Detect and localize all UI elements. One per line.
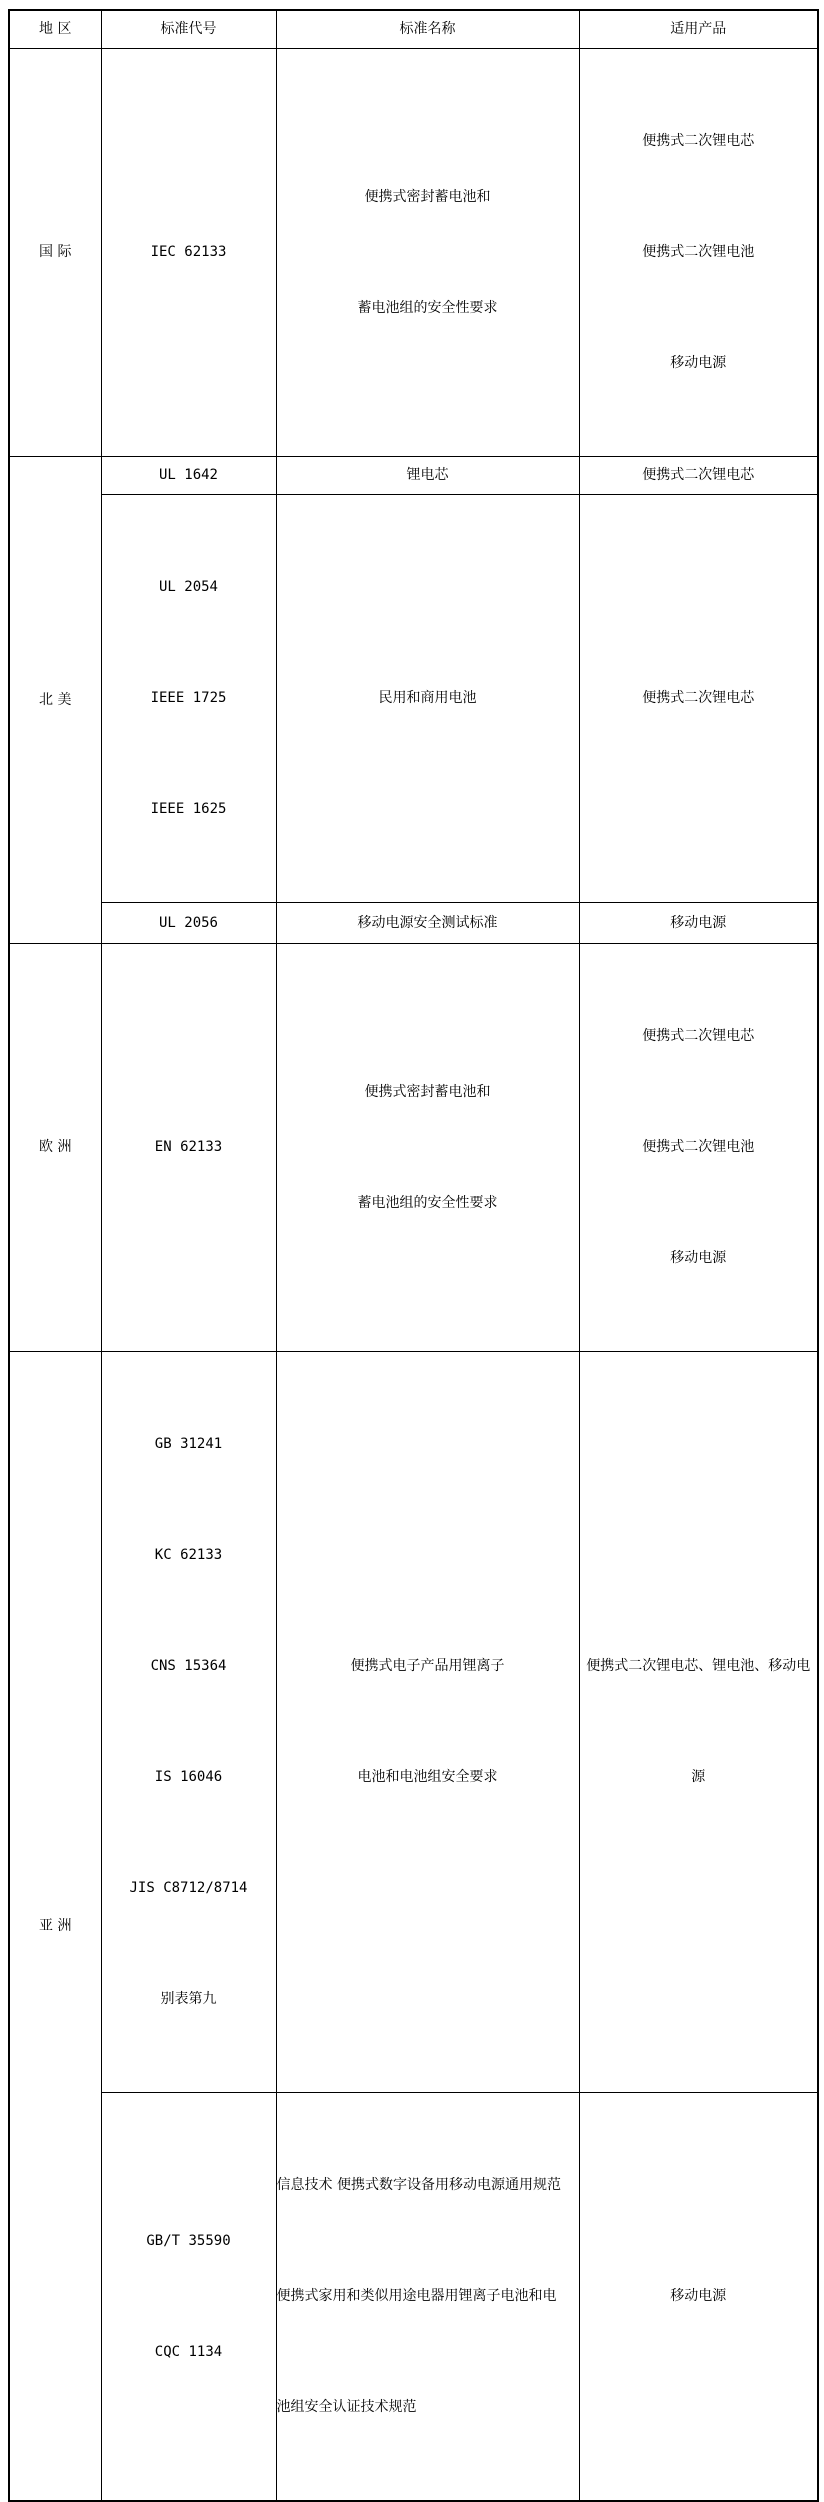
region-cell-north-america: 北 美 xyxy=(9,457,101,944)
standard-name-line: 蓄电池组的安全性要求 xyxy=(357,299,498,316)
row-north-america-3 xyxy=(9,903,818,944)
code-cell-gbt-cqc xyxy=(101,2093,276,2502)
code-cell-asia-group xyxy=(101,1352,276,2093)
product-line: 便携式二次锂电芯 xyxy=(642,133,755,149)
product-line: 移动电源 xyxy=(670,355,727,371)
code-cell-iec-62133: IEC 62133 xyxy=(101,49,276,457)
products-cell-ul-2056: 移动电源 xyxy=(579,903,818,944)
product-line: 便携式二次锂电芯 xyxy=(642,1028,755,1044)
products-cell-asia-2: 移动电源 xyxy=(579,2093,818,2502)
header-name: 标准名称 xyxy=(276,10,579,49)
name-cell-ul-2056: 移动电源安全测试标准 xyxy=(276,903,579,944)
standard-name-line: 便携式密封蓄电池和 xyxy=(364,188,491,205)
code-cell-ul-2056: UL 2056 xyxy=(101,903,276,944)
standard-name-line: 蓄电池组的安全性要求 xyxy=(357,1194,498,1211)
product-line: 便携式二次锂电池 xyxy=(642,1139,755,1155)
row-international xyxy=(9,49,818,457)
name-cell-civil-commercial: 民用和商用电池 xyxy=(276,495,579,903)
standard-code-line: KC 62133 xyxy=(154,1547,223,1563)
standard-code-line: GB 31241 xyxy=(154,1436,223,1452)
products-cell-ul-1642: 便携式二次锂电芯 xyxy=(579,457,818,495)
region-cell-asia: 亚 洲 xyxy=(9,1352,101,2502)
row-asia-1 xyxy=(9,1352,818,2093)
standard-name-line: 便携式密封蓄电池和 xyxy=(364,1083,491,1100)
standard-name-line: 电池和电池组安全要求 xyxy=(357,1769,498,1785)
product-line: 便携式二次锂电池 xyxy=(642,244,755,260)
standard-code-line: IS 16046 xyxy=(154,1769,223,1785)
standard-code-line: CNS 15364 xyxy=(150,1658,227,1674)
region-cell-international: 国 际 xyxy=(9,49,101,457)
standard-name-line: 池组安全认证技术规范 xyxy=(276,2399,417,2415)
product-line: 移动电源 xyxy=(670,1250,727,1266)
name-cell-international xyxy=(276,49,579,457)
row-asia-2 xyxy=(9,2093,818,2502)
products-cell-civil-commercial: 便携式二次锂电芯 xyxy=(579,495,818,903)
standard-code-line: GB/T 35590 xyxy=(146,2232,231,2249)
header-region: 地 区 xyxy=(9,10,101,49)
standard-name-line: 便携式家用和类似用途电器用锂离子电池和电 xyxy=(276,2288,557,2304)
standard-name-line: 便携式电子产品用锂离子 xyxy=(350,1658,505,1674)
row-north-america-1 xyxy=(9,457,818,495)
product-line: 源 xyxy=(691,1769,706,1785)
code-cell-ul-2054-group xyxy=(101,495,276,903)
products-cell-asia-1 xyxy=(579,1352,818,2093)
standard-code-line: IEEE 1625 xyxy=(150,801,227,817)
row-europe xyxy=(9,944,818,1352)
code-cell-en-62133: EN 62133 xyxy=(101,944,276,1352)
products-cell-europe xyxy=(579,944,818,1352)
name-cell-asia-2 xyxy=(276,2093,579,2502)
region-cell-europe: 欧 洲 xyxy=(9,944,101,1352)
row-north-america-2 xyxy=(9,495,818,903)
standard-code-line: JIS C8712/8714 xyxy=(129,1880,248,1896)
header-code: 标准代号 xyxy=(101,10,276,49)
header-row xyxy=(9,10,818,49)
name-cell-europe xyxy=(276,944,579,1352)
header-products: 适用产品 xyxy=(579,10,818,49)
name-cell-ul-1642: 锂电芯 xyxy=(276,457,579,495)
standard-code-line: IEEE 1725 xyxy=(150,690,227,706)
code-cell-ul-1642: UL 1642 xyxy=(101,457,276,495)
product-line: 便携式二次锂电芯、锂电池、移动电 xyxy=(586,1658,811,1674)
standard-code-line: CQC 1134 xyxy=(154,2343,223,2360)
products-cell-international xyxy=(579,49,818,457)
battery-standards-table xyxy=(8,9,819,2502)
standard-code-line: UL 2054 xyxy=(158,579,218,595)
standard-name-line: 信息技术 便携式数字设备用移动电源通用规范 xyxy=(276,2177,561,2193)
name-cell-asia-1 xyxy=(276,1352,579,2093)
standard-code-line: 别表第九 xyxy=(160,1991,217,2007)
